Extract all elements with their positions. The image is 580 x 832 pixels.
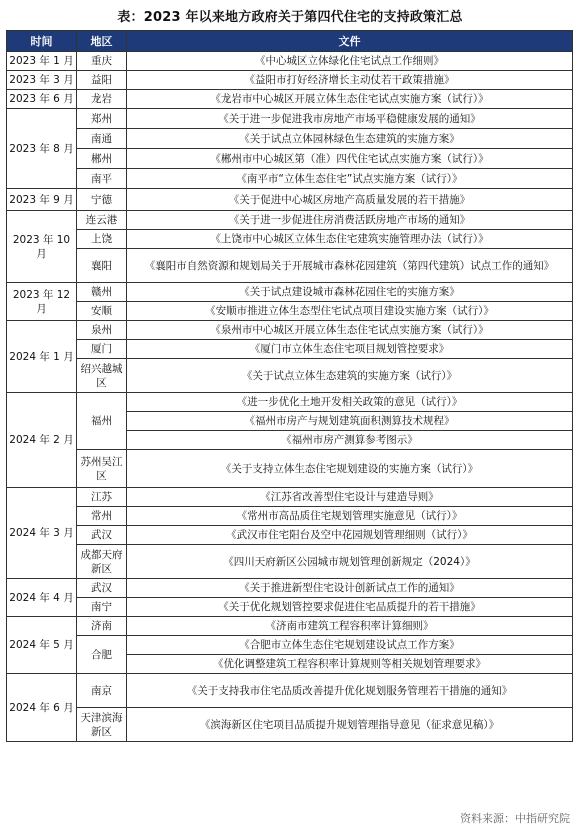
doc-cell: 《关于试点立体园林绿色生态建筑的实施方案》 xyxy=(127,129,573,149)
region-cell: 绍兴越城区 xyxy=(77,359,127,393)
region-cell: 郑州 xyxy=(77,109,127,129)
time-cell: 2023 年 8 月 xyxy=(7,109,77,189)
region-cell: 宁德 xyxy=(77,189,127,211)
doc-cell: 《泉州市中心城区开展立体生态住宅试点实施方案（试行）》 xyxy=(127,321,573,340)
header-doc: 文件 xyxy=(127,31,573,52)
time-cell: 2023 年 6 月 xyxy=(7,90,77,109)
doc-cell: 《福州市房产测算参考图示》 xyxy=(127,431,573,450)
doc-cell: 《益阳市打好经济增长主动仗若干政策措施》 xyxy=(127,71,573,90)
doc-cell: 《上饶市中心城区立体生态住宅建筑实施管理办法（试行）》 xyxy=(127,230,573,249)
table-title: 表：2023 年以来地方政府关于第四代住宅的支持政策汇总 xyxy=(117,10,463,25)
region-cell: 上饶 xyxy=(77,230,127,249)
region-cell: 合肥 xyxy=(77,636,127,674)
region-cell: 成都天府新区 xyxy=(77,545,127,579)
region-cell: 常州 xyxy=(77,507,127,526)
time-cell: 2024 年 2 月 xyxy=(7,393,77,488)
region-cell: 武汉 xyxy=(77,579,127,598)
region-cell: 厦门 xyxy=(77,340,127,359)
region-cell: 南通 xyxy=(77,129,127,149)
region-cell: 济南 xyxy=(77,617,127,636)
table-row xyxy=(7,579,573,598)
table-row xyxy=(7,169,573,189)
region-cell: 连云港 xyxy=(77,211,127,230)
doc-cell: 《滨海新区住宅项目品质提升规划管理指导意见（征求意见稿）》 xyxy=(127,708,573,742)
table-row xyxy=(7,340,573,359)
region-cell: 郴州 xyxy=(77,149,127,169)
table-row xyxy=(7,674,573,708)
time-cell: 2023 年 3 月 xyxy=(7,71,77,90)
doc-cell: 《关于进一步促进我市房地产市场平稳健康发展的通知》 xyxy=(127,109,573,129)
time-cell: 2024 年 6 月 xyxy=(7,674,77,742)
table-row xyxy=(7,302,573,321)
time-cell: 2024 年 4 月 xyxy=(7,579,77,617)
table-row xyxy=(7,617,573,636)
doc-cell: 《安顺市推进立体生态型住宅试点项目建设实施方案（试行）》 xyxy=(127,302,573,321)
time-cell: 2023 年 12 月 xyxy=(7,283,77,321)
doc-cell: 《襄阳市自然资源和规划局关于开展城市森林花园建筑（第四代建筑）试点工作的通知》 xyxy=(127,249,573,283)
region-cell: 天津滨海新区 xyxy=(77,708,127,742)
doc-cell: 《关于试点立体生态建筑的实施方案（试行）》 xyxy=(127,359,573,393)
table-row xyxy=(7,230,573,249)
time-cell: 2024 年 5 月 xyxy=(7,617,77,674)
table-row xyxy=(7,526,573,545)
region-cell: 福州 xyxy=(77,393,127,450)
doc-cell: 《优化调整建筑工程容积率计算规则等相关规划管理要求》 xyxy=(127,655,573,674)
doc-cell: 《武汉市住宅阳台及空中花园规划管理细则（试行）》 xyxy=(127,526,573,545)
table-row xyxy=(7,598,573,617)
table-row xyxy=(7,189,573,211)
region-cell: 江苏 xyxy=(77,488,127,507)
region-cell: 重庆 xyxy=(77,52,127,71)
region-cell: 益阳 xyxy=(77,71,127,90)
time-cell: 2024 年 1 月 xyxy=(7,321,77,393)
table-row xyxy=(7,211,573,230)
region-cell: 武汉 xyxy=(77,526,127,545)
doc-cell: 《中心城区立体绿化住宅试点工作细则》 xyxy=(127,52,573,71)
region-cell: 赣州 xyxy=(77,283,127,302)
table-row xyxy=(7,283,573,302)
source-note: 资料来源：中指研究院 xyxy=(460,812,570,825)
table-row xyxy=(7,129,573,149)
time-cell: 2023 年 1 月 xyxy=(7,52,77,71)
time-cell: 2023 年 10 月 xyxy=(7,211,77,283)
region-cell: 安顺 xyxy=(77,302,127,321)
doc-cell: 《关于进一步促进住房消费活跃房地产市场的通知》 xyxy=(127,211,573,230)
table-row xyxy=(7,249,573,283)
table-row xyxy=(7,393,573,412)
doc-cell: 《郴州市中心城区第（准）四代住宅试点实施方案（试行）》 xyxy=(127,149,573,169)
time-cell: 2024 年 3 月 xyxy=(7,488,77,579)
table-row xyxy=(7,708,573,742)
region-cell: 南宁 xyxy=(77,598,127,617)
time-cell: 2023 年 9 月 xyxy=(7,189,77,211)
table-row xyxy=(7,450,573,488)
table-row xyxy=(7,545,573,579)
table-row xyxy=(7,636,573,655)
doc-cell: 《进一步优化土地开发相关政策的意见（试行）》 xyxy=(127,393,573,412)
table-row xyxy=(7,149,573,169)
doc-cell: 《福州市房产与规划建筑面积测算技术规程》 xyxy=(127,412,573,431)
doc-cell: 《南平市“立体生态住宅”试点实施方案（试行）》 xyxy=(127,169,573,189)
region-cell: 龙岩 xyxy=(77,90,127,109)
region-cell: 南平 xyxy=(77,169,127,189)
doc-cell: 《常州市高品质住宅规划管理实施意见（试行）》 xyxy=(127,507,573,526)
table-row xyxy=(7,90,573,109)
region-cell: 南京 xyxy=(77,674,127,708)
doc-cell: 《关于支持我市住宅品质改善提升优化规划服务管理若干措施的通知》 xyxy=(127,674,573,708)
table-row xyxy=(7,359,573,393)
doc-cell: 《关于促进中心城区房地产高质量发展的若干措施》 xyxy=(127,189,573,211)
header-region: 地区 xyxy=(77,31,127,52)
doc-cell: 《合肥市立体生态住宅规划建设试点工作方案》 xyxy=(127,636,573,655)
table-row xyxy=(7,71,573,90)
region-cell: 苏州吴江区 xyxy=(77,450,127,488)
doc-cell: 《江苏省改善型住宅设计与建造导则》 xyxy=(127,488,573,507)
doc-cell: 《关于推进新型住宅设计创新试点工作的通知》 xyxy=(127,579,573,598)
table-row xyxy=(7,109,573,129)
doc-cell: 《龙岩市中心城区开展立体生态住宅试点实施方案（试行）》 xyxy=(127,90,573,109)
table-row xyxy=(7,488,573,507)
region-cell: 泉州 xyxy=(77,321,127,340)
table-row xyxy=(7,507,573,526)
doc-cell: 《关于支持立体生态住宅规划建设的实施方案（试行）》 xyxy=(127,450,573,488)
doc-cell: 《关于优化规划管控要求促进住宅品质提升的若干措施》 xyxy=(127,598,573,617)
doc-cell: 《厦门市立体生态住宅项目规划管控要求》 xyxy=(127,340,573,359)
policy-table xyxy=(6,30,573,742)
doc-cell: 《济南市建筑工程容积率计算细则》 xyxy=(127,617,573,636)
table-row xyxy=(7,52,573,71)
header-row xyxy=(7,31,573,52)
doc-cell: 《关于试点建设城市森林花园住宅的实施方案》 xyxy=(127,283,573,302)
region-cell: 襄阳 xyxy=(77,249,127,283)
doc-cell: 《四川天府新区公园城市规划管理创新规定（2024）》 xyxy=(127,545,573,579)
table-row xyxy=(7,321,573,340)
header-time: 时间 xyxy=(7,31,77,52)
